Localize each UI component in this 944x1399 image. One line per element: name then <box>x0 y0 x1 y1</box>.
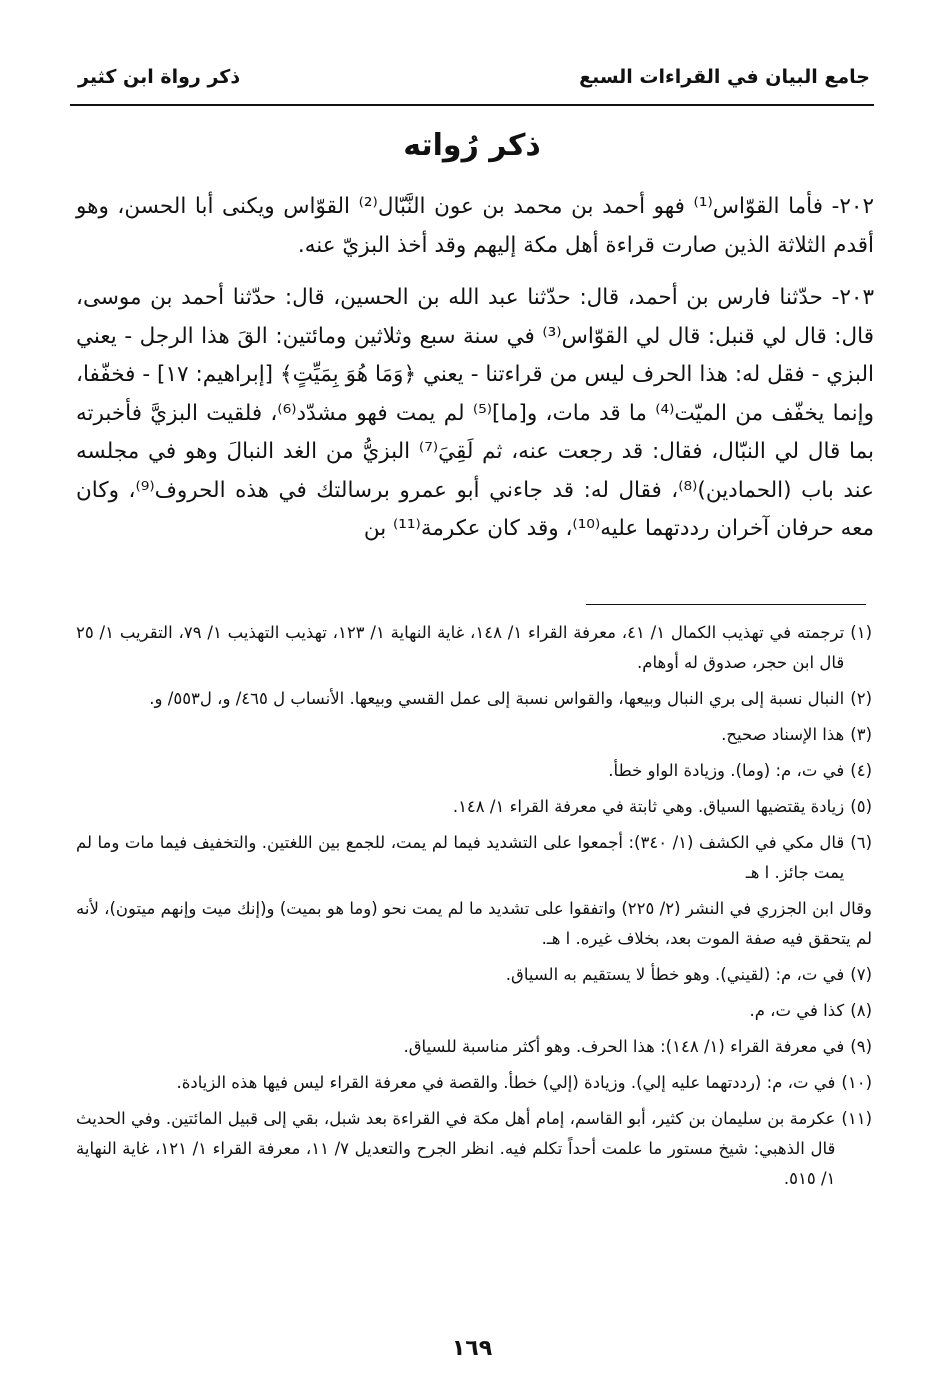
page-number: ١٦٩ <box>451 1336 493 1361</box>
footnote-number: (١٠) <box>841 1073 872 1092</box>
footnote-text: زيادة يقتضيها السياق. وهي ثابتة في معرفة القراء ١/ ١٤٨. <box>452 797 845 816</box>
footnote-7 <box>76 960 872 990</box>
footnote-number: (٨) <box>850 1001 872 1020</box>
footnote-8 <box>76 996 872 1026</box>
footnote-text: في ت، م: (رددتهما عليه إلي). وزيادة (إلي) خطأ. والقصة في معرفة القراء ليس فيها هذه الزيادة. <box>176 1073 836 1092</box>
book-title: جامع البيان في القراءات السبع <box>579 66 870 88</box>
footnote-6 <box>76 828 872 888</box>
footnote-text: في معرفة القراء (١/ ١٤٨): هذا الحرف. وهو أكثر مناسبة للسياق. <box>403 1037 845 1056</box>
footnote-text: كذا في ت، م. <box>749 1001 845 1020</box>
footnote-number: (٧) <box>850 965 872 984</box>
footnote-text: النبال نسبة إلى بري النبال وبيعها، والقواس نسبة إلى عمل القسي وبيعها. الأنساب ل ٤٦٥/ و، ل٥٥٣/ و. <box>149 689 845 708</box>
footnote-6-continuation: وقال ابن الجزري في النشر (٢/ ٢٢٥) واتفقوا على تشديد ما لم يمت نحو (وما هو بميت) و(إنك ميت وإنهم ميتون)، لأنه لم يتحقق فيه صفة الموت بعد، بخلاف غيره. ا هـ. <box>76 899 872 948</box>
footnote-number: (٥) <box>850 797 872 816</box>
footnote-number: (٣) <box>850 725 872 744</box>
footnote-number: (١١) <box>841 1109 872 1128</box>
footnote-number: (٩) <box>850 1037 872 1056</box>
main-text <box>76 188 874 563</box>
footnote-text: في ت، م: (وما). وزيادة الواو خطأ. <box>608 761 845 780</box>
footnote-text: هذا الإسناد صحيح. <box>721 725 845 744</box>
footnote-11 <box>76 1104 872 1194</box>
footnote-10 <box>76 1068 872 1098</box>
page-heading: ذكر رُواته <box>403 128 541 163</box>
paragraph-202: ٢٠٢- فأما القوّاس⁽¹⁾ فهو أحمد بن محمد بن عون النَّبّال⁽²⁾ القوّاس ويكنى أبا الحسن، وهو أقدم الثلاثة الذين صارت قراءة أهل مكة إليهم وقد أخذ البزيّ عنه. <box>76 194 874 258</box>
paragraph-203: ٢٠٣- حدّثنا فارس بن أحمد، قال: حدّثنا عبد الله بن الحسين، قال: حدّثنا أحمد بن موسى، قال: قال لي قنبل: قال لي القوّاس⁽³⁾ في سنة سبع وثلاثين ومائتين: القَ هذا الرجل - يعني البزي - فقل له: هذا الحرف ليس من قراءتنا - يعني ﴿وَمَا هُوَ بِمَيِّتٍ﴾ [إبراهيم: ١٧] - فخفّفا، وإنما يخفّف من الميّت⁽⁴⁾ ما قد مات، و[ما]⁽⁵⁾ لم يمت فهو مشدّد⁽⁶⁾، فلقيت البزيَّ فأخبرته بما قال لي النبّال، فقال: قد رجعت عنه، ثم لَقِيَ⁽⁷⁾ البزيُّ من الغد النبالَ وهو في مجلسه عند باب (الحمادين)⁽⁸⁾، فقال له: قد جاءني أبو عمرو برسالتك في هذه الحروف⁽⁹⁾، وكان معه حرفان آخران رددتهما عليه⁽¹⁰⁾، وقد كان عكرمة⁽¹¹⁾ بن <box>76 285 874 541</box>
footnote-1 <box>76 618 872 678</box>
footnote-9 <box>76 1032 872 1062</box>
footnote-number: (٤) <box>850 761 872 780</box>
footnote-text: عكرمة بن سليمان بن كثير، أبو القاسم، إمام أهل مكة في القراءة بعد شبل، بقي إلى قبيل المائتين. وفي الحديث قال الذهبي: شيخ مستور ما علمت أحداً تكلم فيه. انظر الجرح والتعديل ٧/ ١١، معرفة القراء ١/ ١٢١، غاية النهاية ١/ ٥١٥. <box>76 1109 836 1188</box>
footnote-number: (٦) <box>850 833 872 852</box>
footnote-text: في ت، م: (لقيني). وهو خطأ لا يستقيم به السياق. <box>505 965 845 984</box>
footnote-5 <box>76 792 872 822</box>
footnote-text: قال مكي في الكشف (١/ ٣٤٠): أجمعوا على التشديد فيما لم يمت، للجمع بين اللغتين. والتخفيف فيما مات وما لم يمت جائز. ا هـ <box>76 833 845 882</box>
footnote-number: (١) <box>850 623 872 642</box>
footnote-3 <box>76 720 872 750</box>
footnote-4 <box>76 756 872 786</box>
footnote-text: ترجمته في تهذيب الكمال ١/ ٤١، معرفة القراء ١/ ١٤٨، غاية النهاية ١/ ١٢٣، تهذيب التهذيب ١/ ٧٩، التقريب ١/ ٢٥ قال ابن حجر، صدوق له أوهام. <box>76 623 845 672</box>
footnote-number: (٢) <box>850 689 872 708</box>
footnote-divider <box>586 604 866 605</box>
section-title: ذكر رواة ابن كثير <box>78 66 241 88</box>
running-header <box>70 60 874 106</box>
footnotes <box>76 618 872 1200</box>
footnote-2 <box>76 684 872 714</box>
